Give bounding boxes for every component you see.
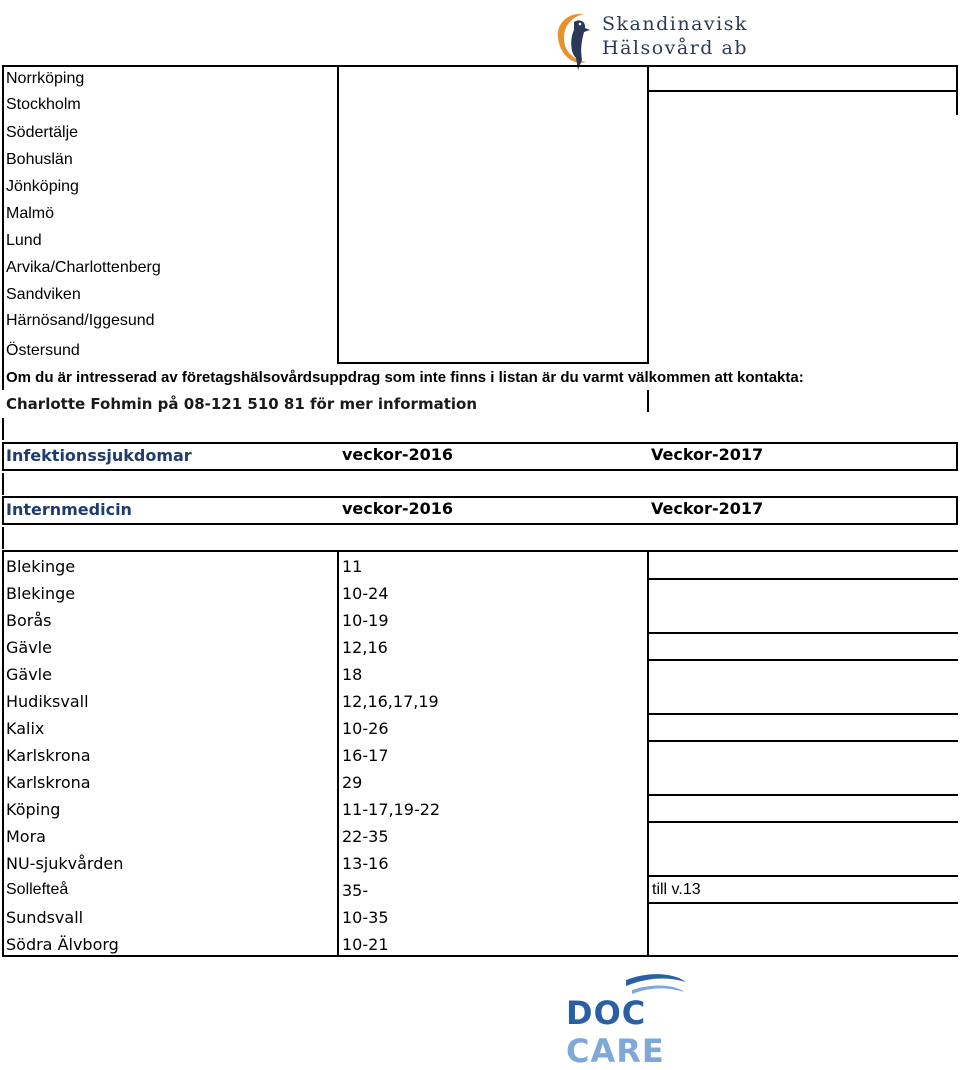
weeks-2016-cell: 29 xyxy=(342,773,363,792)
weeks-2016-cell: 13-16 xyxy=(342,854,389,873)
section-col-2016: veckor-2016 xyxy=(342,445,454,464)
place-cell: Blekinge xyxy=(6,557,76,576)
city-item: Malmö xyxy=(6,205,55,222)
doccare-logo xyxy=(566,972,746,1070)
place-cell: Hudiksvall xyxy=(6,692,89,711)
place-cell: Karlskrona xyxy=(6,746,91,765)
place-cell: Karlskrona xyxy=(6,773,91,792)
weeks-2016-cell: 10-21 xyxy=(342,935,389,954)
weeks-2016-cell: 22-35 xyxy=(342,827,389,846)
section-title: Infektionssjukdomar xyxy=(6,446,192,465)
doccare-text2: CARE xyxy=(566,1032,665,1070)
logo-line2: Hälsovård ab xyxy=(602,37,748,59)
weeks-2016-cell: 10-35 xyxy=(342,908,389,927)
weeks-2016-cell: 11 xyxy=(342,557,363,576)
weeks-2016-cell: 16-17 xyxy=(342,746,389,765)
weeks-2016-cell: 18 xyxy=(342,665,363,684)
section-col-2016: veckor-2016 xyxy=(342,499,454,518)
place-cell: Borås xyxy=(6,611,52,630)
doccare-text1: DOC xyxy=(566,994,647,1032)
weeks-2016-cell: 10-26 xyxy=(342,719,389,738)
weeks-2016-cell: 10-19 xyxy=(342,611,389,630)
place-cell: Gävle xyxy=(6,638,52,657)
weeks-2016-cell: 11-17,19-22 xyxy=(342,800,441,819)
city-item: Norrköping xyxy=(6,70,85,87)
city-item: Arvika/Charlottenberg xyxy=(6,259,161,276)
city-item: Södertälje xyxy=(6,124,79,141)
weeks-2016-cell: 12,16,17,19 xyxy=(342,692,439,711)
weeks-2016-cell: 12,16 xyxy=(342,638,388,657)
place-cell: Köping xyxy=(6,800,61,819)
contact-line1: Om du är intresserad av företagshälsovårdsuppdrag som inte finns i listan är du varmt välkommen att kontakta: xyxy=(6,369,804,386)
weeks-2017-cell: till v.13 xyxy=(652,881,701,898)
section-col-2017: Veckor-2017 xyxy=(651,499,764,518)
place-cell: NU-sjukvården xyxy=(6,854,124,873)
logo-line1: Skandinavisk xyxy=(602,13,748,35)
place-cell: Sollefteå xyxy=(6,881,69,898)
place-cell: Södra Älvborg xyxy=(6,935,119,954)
city-item: Jönköping xyxy=(6,178,79,195)
contact-line2: Charlotte Fohmin på 08-121 510 81 för mer information xyxy=(6,395,477,413)
city-item: Lund xyxy=(6,232,42,249)
city-item: Bohuslän xyxy=(6,151,73,168)
city-item: Stockholm xyxy=(6,96,81,113)
weeks-2016-cell: 35- xyxy=(342,881,369,900)
section-col-2017: Veckor-2017 xyxy=(651,445,764,464)
place-cell: Kalix xyxy=(6,719,45,738)
city-item: Sandviken xyxy=(6,286,81,303)
place-cell: Sundsvall xyxy=(6,908,84,927)
place-cell: Gävle xyxy=(6,665,52,684)
place-cell: Blekinge xyxy=(6,584,76,603)
section-title: Internmedicin xyxy=(6,500,132,519)
city-item: Härnösand/Iggesund xyxy=(6,312,155,329)
weeks-2016-cell: 10-24 xyxy=(342,584,389,603)
city-item: Östersund xyxy=(6,342,80,359)
place-cell: Mora xyxy=(6,827,46,846)
